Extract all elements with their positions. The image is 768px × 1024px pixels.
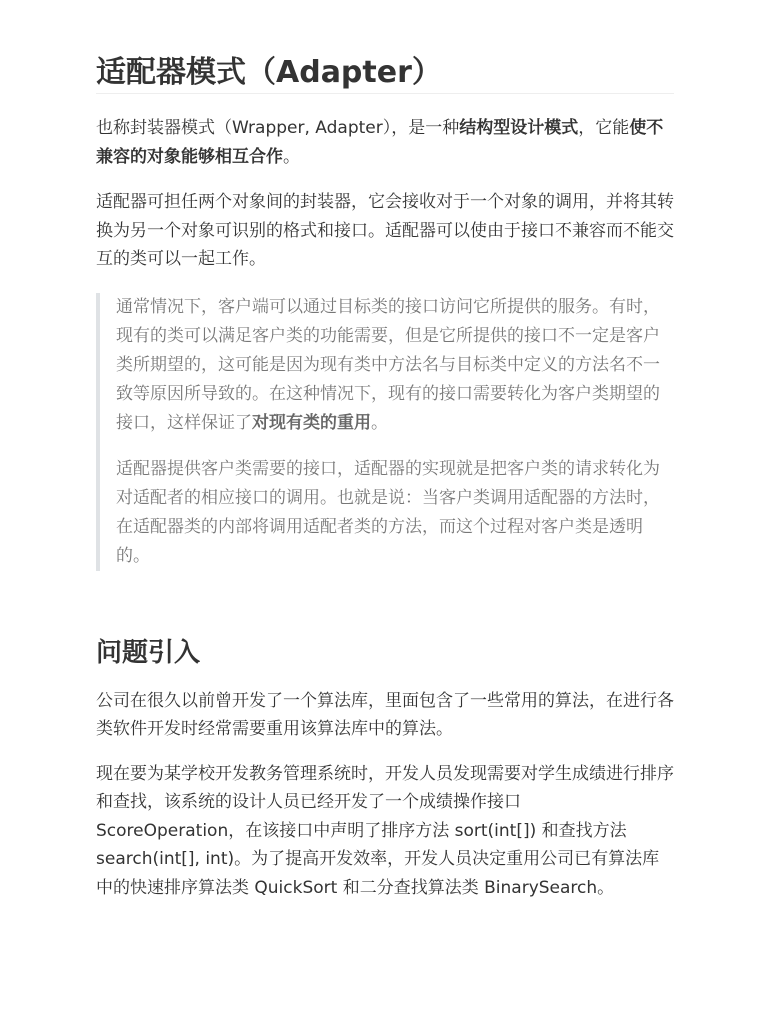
quote-paragraph-2: 适配器提供客户类需要的接口，适配器的实现就是把客户类的请求转化为对适配者的相应接口的调用。也就是说：当客户类调用适配器的方法时，在适配器类的内部将调用适配者类的方法，而这个过程对客户类是透明的。 — [116, 458, 660, 566]
section-paragraph-2: 现在要为某学校开发教务管理系统时，开发人员发现需要对学生成绩进行排序和查找，该系统的设计人员已经开发了一个成绩操作接口 ScoreOperation，在该接口中声明了排序方法 sort(int[]) 和查找方法 search(int[], int)。为了提高开发效率，开发人员决定重用公司已有算法库中的快速排序算法类 QuickSort 和二分查找算法类 BinarySearch。 — [96, 763, 674, 898]
description-paragraph: 适配器可担任两个对象间的封装器，它会接收对于一个对象的调用，并将其转换为另一个对象可识别的格式和接口。适配器可以使由于接口不兼容而不能交互的类可以一起工作。 — [96, 192, 674, 269]
document-page — [96, 0, 674, 902]
quote-text-1: 通常情况下，客户端可以通过目标类的接口访问它所提供的服务。有时，现有的类可以满足客户类的功能需要，但是它所提供的接口不一定是客户类所期望的，这可能是因为现有类中方法名与目标类中定义的方法名不一致等原因所导致的。在这种情况下，现有的接口需要转化为客户类期望的接口，这样保证了 — [116, 296, 660, 433]
intro-bold-2: 使不兼容的对象能够相互合作 — [96, 118, 664, 167]
intro-text-3: 。 — [283, 146, 300, 167]
quote-bold-1: 对现有类的重用 — [252, 412, 371, 433]
intro-text-2: ，它能 — [578, 118, 630, 138]
section-heading: 问题引入 — [96, 637, 201, 668]
quote-paragraph-1 — [116, 293, 674, 438]
quote-text-1-end: 。 — [371, 412, 388, 433]
intro-paragraph — [96, 114, 674, 171]
section-problem — [96, 635, 674, 903]
section-paragraph-1: 公司在很久以前曾开发了一个算法库，里面包含了一些常用的算法，在进行各类软件开发时经常需要重用该算法库中的算法。 — [96, 690, 674, 739]
blockquote — [96, 293, 674, 571]
page-title: 适配器模式（Adapter） — [96, 0, 674, 94]
intro-bold-1: 结构型设计模式 — [459, 118, 579, 138]
intro-text-1: 也称封装器模式（Wrapper, Adapter），是一种 — [96, 118, 460, 138]
